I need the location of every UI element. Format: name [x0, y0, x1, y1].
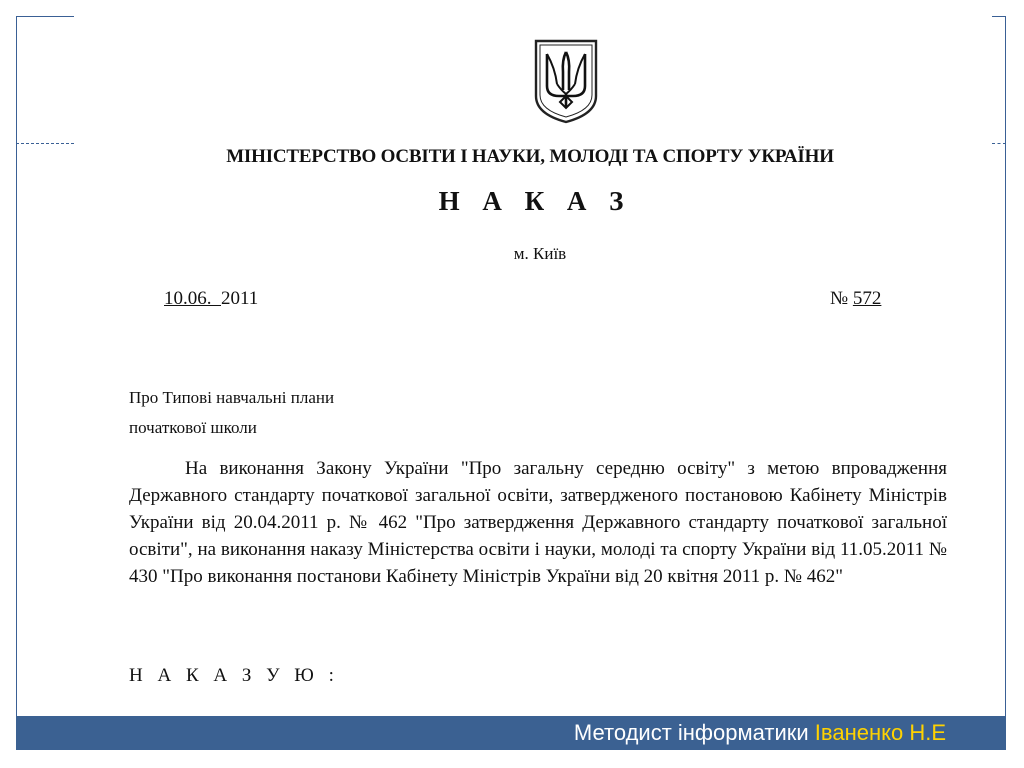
order-date-day-month: 10.06. [164, 288, 221, 309]
footer-author-role: Методист інформатики [573, 720, 815, 745]
order-date-year: 2011 [221, 288, 259, 309]
order-number-prefix: № [830, 288, 853, 309]
footer-bar [16, 716, 1006, 750]
footer-author-name: Іваненко Н.Е [814, 720, 946, 745]
dashed-divider-left [16, 143, 74, 144]
order-number-value: 572 [852, 288, 882, 309]
order-verb: Н А К А З У Ю : [129, 665, 339, 686]
frame-line-top-right [992, 16, 1006, 17]
frame-line-right [1005, 16, 1006, 716]
trident-coat-of-arms-icon [533, 38, 599, 124]
ministry-heading: МІНІСТЕРСТВО ОСВІТИ І НАУКИ, МОЛОДІ ТА СПОРТУ УКРАЇНИ [226, 146, 834, 167]
order-title: Н А К А З [438, 186, 632, 216]
order-subject-line-2: початкової школи [129, 418, 257, 437]
order-subject-line-1: Про Типові навчальні плани [129, 388, 335, 407]
order-body-paragraph: На виконання Закону України "Про загальну середню освіту" з метою впровадження Державного стандарту початкової загальної освіти, затвердженого постановою Кабінету Міністрів України від 20.04.2011 р. № 462 "Про затвердження Державного стандарту початкової загальної освіти", на виконання наказу Міністерства освіти і науки, молоді та спорту України від 11.05.2011 № 430 "Про виконання постанови Кабінету Міністрів України від 20 квітня 2011 р. № 462" [129, 458, 947, 587]
footer-author [574, 720, 946, 746]
dashed-divider-right [992, 143, 1006, 144]
order-subject [129, 383, 334, 443]
city-label: м. Київ [513, 244, 567, 263]
frame-line-left [16, 16, 17, 716]
order-date [164, 288, 258, 310]
frame-line-top-left [16, 16, 74, 17]
order-number [830, 288, 881, 310]
